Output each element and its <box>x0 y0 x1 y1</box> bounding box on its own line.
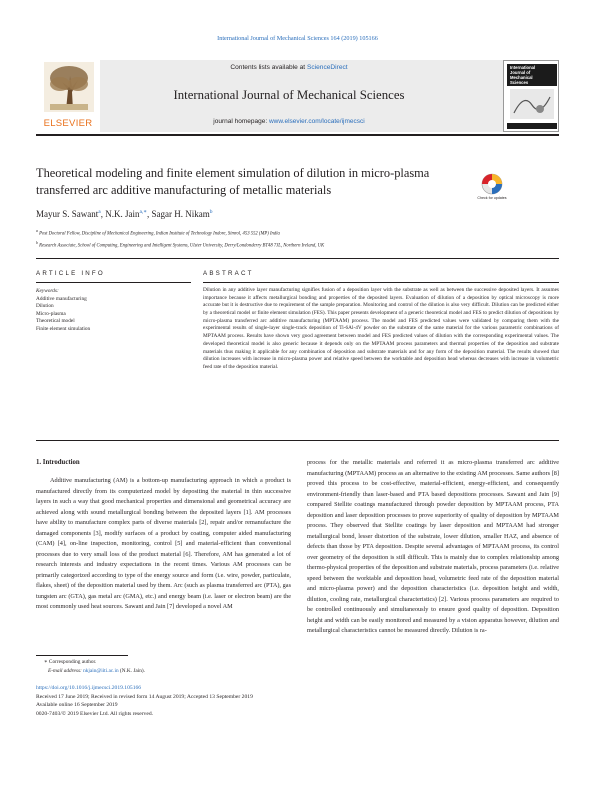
affiliation-marker: b <box>36 241 38 246</box>
keyword: Dilution <box>36 303 54 310</box>
cover-title: International Journal of Mechanical Sciences <box>510 65 536 85</box>
available-online: Available online 16 September 2019 <box>36 702 118 709</box>
title-rule <box>36 258 559 259</box>
author-affiliation-marker[interactable]: a,∗ <box>139 209 148 215</box>
cover-footer-band <box>507 123 557 129</box>
author-affiliation-marker[interactable]: a <box>98 209 101 215</box>
author-name[interactable]: Mayur S. Sawant <box>36 209 99 219</box>
copyright: 0020-7403/© 2019 Elsevier Ltd. All rights reserved. <box>36 711 154 718</box>
affiliations <box>36 227 556 251</box>
journal-title: International Journal of Mechanical Sciences <box>173 88 405 102</box>
affiliation-item <box>36 239 556 251</box>
paragraph: process for the metallic materials and referred it as micro-plasma transferred arc additive manufacturing (MPTAAM) process as an alternative to the existing AM processes. Same authors [8] proved this process to be cost-effective, material-efficient, energy-efficient, and consequently environment-friendly than laser-based and PTA based depositions processes. Sawant and Jain [9] compared Stellite coatings manufactured through powder deposition by MPTAAM process, PTA deposition and laser deposition processes to prove superiority of quality of deposition by MPTAAM process. They observed that Stellite coatings by laser deposition and MPTAAM had stronger metallurgical bond, lesser distortion of the substrate, lower dilution, smaller HAZ, and absence of defects than those by PTA deposition. Despite several advantages of MPTAAM process, its control over geometry of the deposition is still difficult. This is mainly due to complex relationship among thermo-physical properties of the deposition and substrate materials, process parameters (i.e. relative speed between the worktable and deposition head, volumetric feed rate of the deposition material and micro-plasma power) and the deposition characteristics (i.e. deposition height and width, dilution, cooling rate, metallurgical characteristics) [2]. Various process parameters are required to be controlled continuously and simultaneously to ensure good quality of deposition. Deposition height and width can be easily monitored and measured by a vision apparatus however, dilution and metallurgical characteristics cannot be measured directly. Dilution is ra- <box>307 459 559 634</box>
header-rule <box>36 134 559 136</box>
affiliation-marker: a <box>36 229 38 233</box>
keyword: Theoretical model <box>36 318 75 325</box>
author-list: Mayur S. Sawant$^a$, N.K. Jain$^{a,∗}$, Sagar H. Nikam$^b$ <box>36 209 213 219</box>
article-info-heading: ARTICLE INFO <box>36 270 105 277</box>
sciencedirect-link[interactable]: ScienceDirect <box>306 64 348 71</box>
check-for-updates-icon <box>475 172 509 206</box>
article-info-rule <box>36 282 191 283</box>
abstract-rule <box>203 282 559 283</box>
homepage-link[interactable]: www.elsevier.com/locate/ijmecsci <box>268 118 365 125</box>
affiliation-item <box>36 227 556 239</box>
affiliation-text: Post Doctoral Fellow, Discipline of Mechanical Engineering, Indian Institute of Technology Indore, Simrol, 453 552 (MP) India <box>39 231 280 237</box>
body-column-right <box>307 458 559 637</box>
footnote <box>36 658 291 675</box>
paragraph: Additive manufacturing (AM) is a bottom-up manufacturing approach in which a product is manufactured directly from its computerized model by depositing the material in thin successive layers in such a way that good mechanical properties and dimensional and geometrical accuracy are achieved along with sound metallurgical bonding between the deposited layers [1]. AM processes have ability to manufacture complex parts of diverse materials [2], repair and/or remanufacture the damaged components [3], modify surfaces of a product by coating, computer aided manufacturing (CAM) [4], on-line inspection, monitoring, control [5] and material-efficient than conventional processes due to very small loss of the product material [6]. Therefore, AM has generated a lot of research interests and industry expectations in the recent times. Various AM processes can be primarily categorized according to type of the energy source and form (i.e. wire, powder, particulate, flakes, sheet) of the deposition material used by them. Arc (such as plasma transferred arc (PTA), gas tungsten arc (GTA), gas metal arc (GMA), etc.) and energy beam (i.e. laser or electron beam) are the most commonly used heat sources. Sawant and Jain [7] developed a novel AM <box>36 477 291 610</box>
author-name[interactable]: Sagar H. Nikam <box>151 209 210 219</box>
received-dates: Received 17 June 2019; Received in revised form 14 August 2019; Accepted 13 September 2019 <box>36 693 253 700</box>
section-heading-introduction: 1. Introduction <box>36 459 80 466</box>
abstract-text: Dilution in any additive layer manufacturing signifies fusion of a deposition layer with the substrate as well as between the successive deposited layers. It assumes importance because it affects metallurgical bonding and properties of the deposited layers. Evaluation of dilution of a deposition by optical microscopy is more accurate but it is destructive due to requirement of the sample preparation. Monitoring and control of the dilution is also very difficult. Dilution can be predicted either by a theoretical model or finite element simulation (FES). This paper presents development of a generic theoretical model and FES to predict dilution of depositions by micro-plasma transferred arc additive manufacturing (MPTAAM) process. The model and FES predicted values were validated by comparing them with the experimental results of single-layer single-track deposition of Ti-6Al-4V powder on the substrate of the same material for the various parametric combinations of MPTAAM process. Results have shown very good agreement between model and FES predicted values of dilution with the corresponding experimental values. The developed theoretical model is also generic because it depends only on the MPTAAM process parameters and thermal properties of the deposition and substrate materials thus making it applicable for any combination of deposition and substrate materials and for any form of the deposition material. The results showed that dilution increases with increase in micro-plasma power and relative speed between the worktable and deposition head whereas decreases with increase in volumetric feed rate of the deposition material. <box>203 287 559 370</box>
keyword: Micro-plasma <box>36 310 66 317</box>
homepage-prefix: journal homepage: <box>213 118 269 125</box>
keyword: Additive manufacturing <box>36 295 87 302</box>
affiliation-text: Research Associate, School of Computing, Engineering and Intelligent Systems, Ulster University, Derry/Londonderry BT48 7JL, Northern Ireland, UK <box>39 243 325 249</box>
abstract-end-rule <box>36 440 559 441</box>
crossmark-badge[interactable] <box>475 172 509 206</box>
keywords-block <box>36 288 191 334</box>
keywords-label: Keywords: <box>36 288 59 294</box>
journal-cover-thumbnail[interactable] <box>503 60 559 132</box>
article-title: Theoretical modeling and finite element simulation of dilution in micro-plasma transferred arc additive manufacturing of metallic materials <box>36 166 430 197</box>
elsevier-tree-icon <box>44 62 94 112</box>
publication-info <box>36 684 253 719</box>
doi-link[interactable]: https://doi.org/10.1016/j.ijmecsci.2019.105166 <box>36 685 142 691</box>
keyword: Finite element simulation <box>36 325 91 332</box>
contents-line <box>100 64 478 71</box>
cover-figure-icon <box>510 89 554 119</box>
elsevier-logo[interactable] <box>36 60 100 132</box>
body-column-left <box>36 476 291 613</box>
abstract-heading: ABSTRACT <box>203 270 254 277</box>
author-name[interactable]: N.K. Jain <box>105 209 140 219</box>
homepage-line <box>100 118 478 125</box>
email-link[interactable]: nkjain@iiti.ac.in <box>83 667 119 674</box>
footnote-rule <box>36 655 128 656</box>
corresponding-author-note: ∗ Corresponding author. <box>44 659 97 665</box>
author-affiliation-marker[interactable]: b <box>209 209 213 215</box>
publisher-name: ELSEVIER <box>43 118 93 129</box>
contents-prefix: Contents lists available at <box>230 64 307 71</box>
journal-citation[interactable]: International Journal of Mechanical Sciences 164 (2019) 105166 <box>217 35 378 42</box>
email-suffix: (N.K. Jain). <box>118 667 145 674</box>
email-label: E-mail address: <box>48 667 84 674</box>
crossmark-label: Check for updates <box>477 196 507 200</box>
